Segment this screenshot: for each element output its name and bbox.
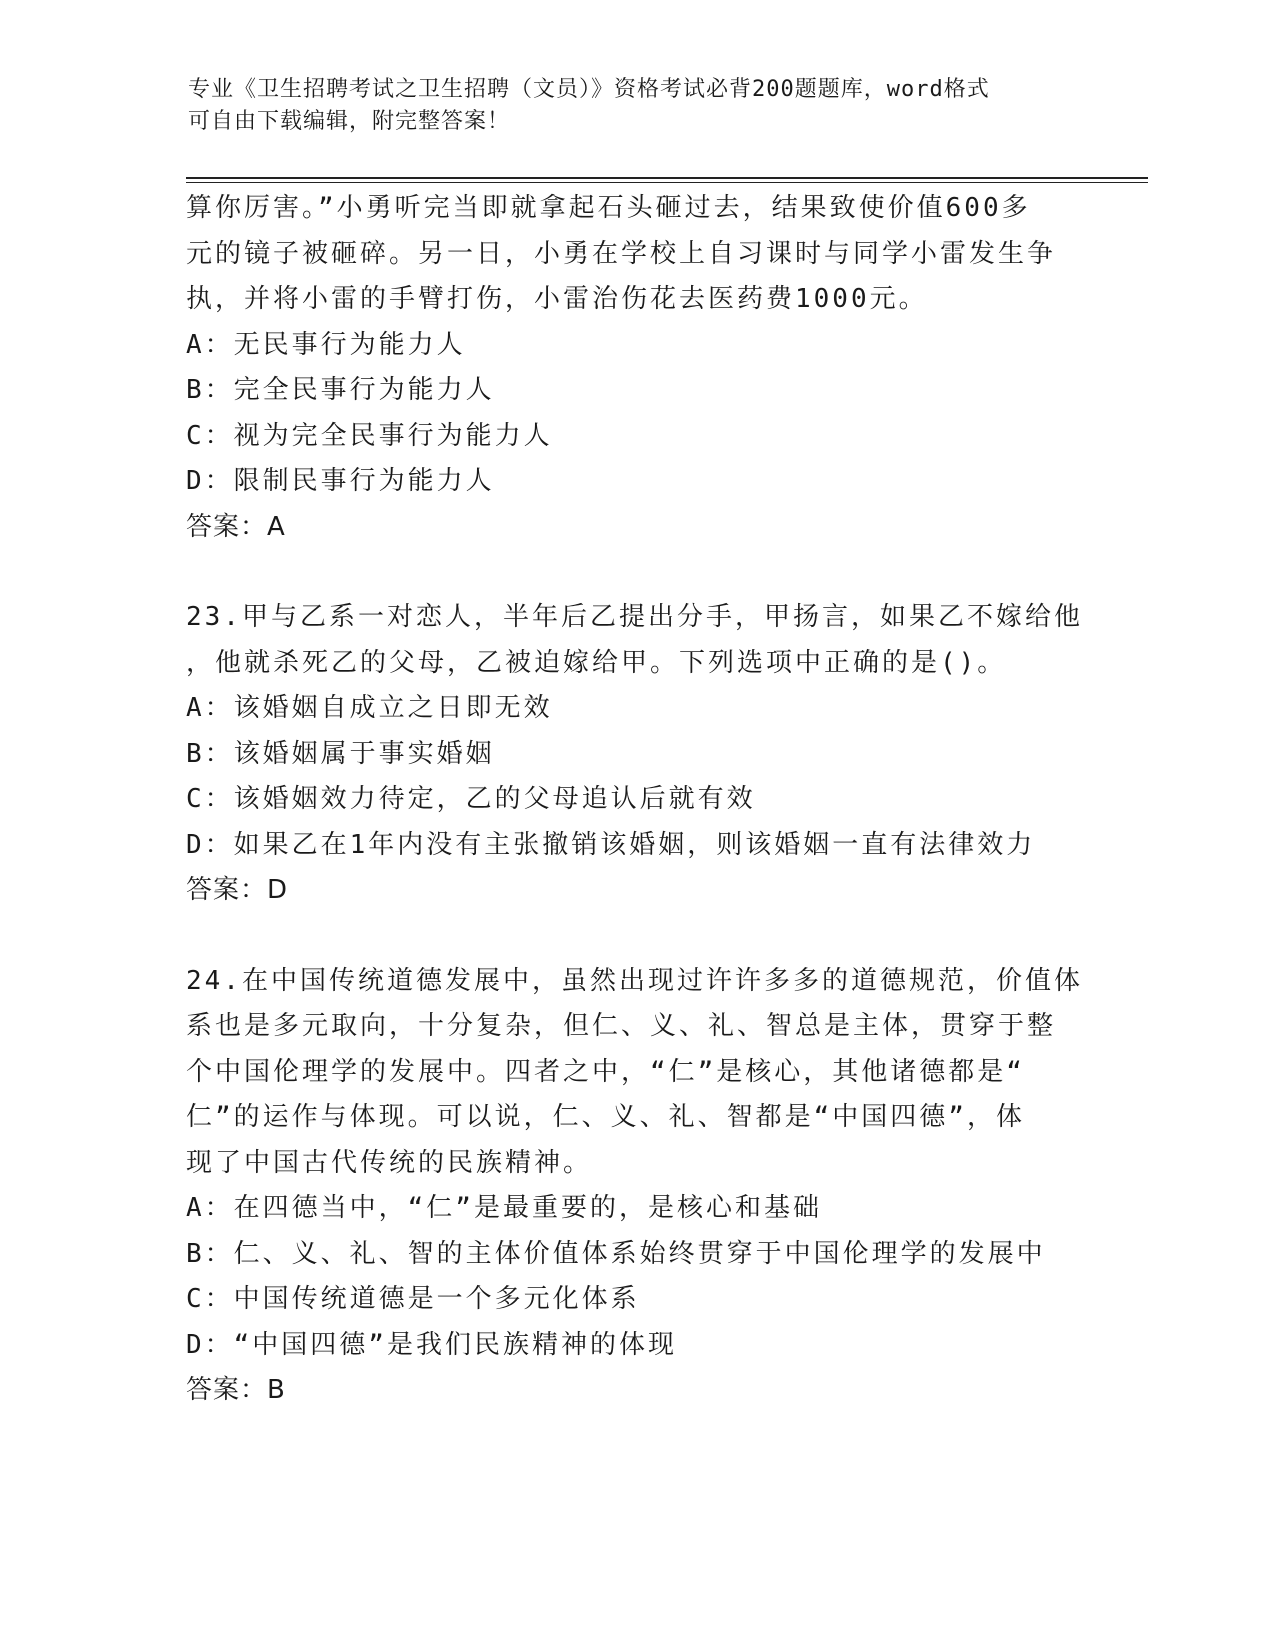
answer-label: 答案：B (186, 1375, 286, 1405)
question-24 (186, 959, 1083, 1414)
spacer (186, 550, 1076, 595)
option-d: D：如果乙在1年内没有主张撤销该婚姻，则该婚姻一直有法律效力 (186, 829, 1036, 860)
answer-label: 答案：D (186, 875, 289, 905)
option-d: D：限制民事行为能力人 (186, 466, 495, 496)
header-line-2: 可自由下载编辑，附完整答案！ (188, 109, 511, 134)
question-text-line: 执，并将小雷的手臂打伤，小雷治伤花去医药费1000元。 (186, 284, 928, 314)
option-c: C：中国传统道德是一个多元化体系 (186, 1284, 640, 1314)
answer-label: 答案：A (186, 511, 286, 542)
document-header (188, 74, 1068, 138)
option-a: A：在四德当中，“仁”是最重要的，是核心和基础 (186, 1193, 822, 1223)
option-d: D：“中国四德”是我们民族精神的体现 (186, 1329, 677, 1360)
question-22 (186, 186, 1076, 550)
header-line-1: 专业《卫生招聘考试之卫生招聘（文员）》资格考试必背200题题库，word格式 (188, 77, 990, 102)
option-b: B：完全民事行为能力人 (186, 375, 495, 405)
question-text-line: 元的镜子被砸碎。另一日，小勇在学校上自习课时与同学小雷发生争 (186, 238, 1057, 269)
document-body (186, 186, 1083, 1414)
question-text-line: 系也是多元取向，十分复杂，但仁、义、礼、智总是主体，贯穿于整 (186, 1011, 1057, 1041)
option-c: C：视为完全民事行为能力人 (186, 420, 553, 451)
header-rule-thin (186, 182, 1148, 183)
option-c: C：该婚姻效力待定，乙的父母追认后就有效 (186, 784, 756, 814)
option-a: A：该婚姻自成立之日即无效 (186, 693, 553, 723)
question-text-line: 24.在中国传统道德发展中，虽然出现过许许多多的道德规范，价值体 (186, 965, 1083, 996)
question-text-line: 算你厉害。”小勇听完当即就拿起石头砸过去，结果致使价值600多 (186, 193, 1031, 223)
question-text-line: 现了中国古代传统的民族精神。 (186, 1147, 593, 1178)
header-rule-thick (186, 177, 1148, 179)
option-b: B：仁、义、礼、智的主体价值体系始终贯穿于中国伦理学的发展中 (186, 1238, 1046, 1269)
spacer (186, 914, 1076, 959)
question-text-line: 23.甲与乙系一对恋人，半年后乙提出分手，甲扬言，如果乙不嫁给他 (186, 602, 1083, 632)
question-text-line: 仁”的运作与体现。可以说，仁、义、礼、智都是“中国四德”，体 (186, 1102, 1025, 1132)
option-a: A：无民事行为能力人 (186, 329, 466, 360)
question-text-line: ，他就杀死乙的父母，乙被迫嫁给甲。下列选项中正确的是()。 (186, 647, 1007, 678)
question-23 (186, 595, 1083, 914)
option-b: B：该婚姻属于事实婚姻 (186, 738, 495, 769)
question-text-line: 个中国伦理学的发展中。四者之中，“仁”是核心，其他诸德都是“ (186, 1056, 1025, 1087)
